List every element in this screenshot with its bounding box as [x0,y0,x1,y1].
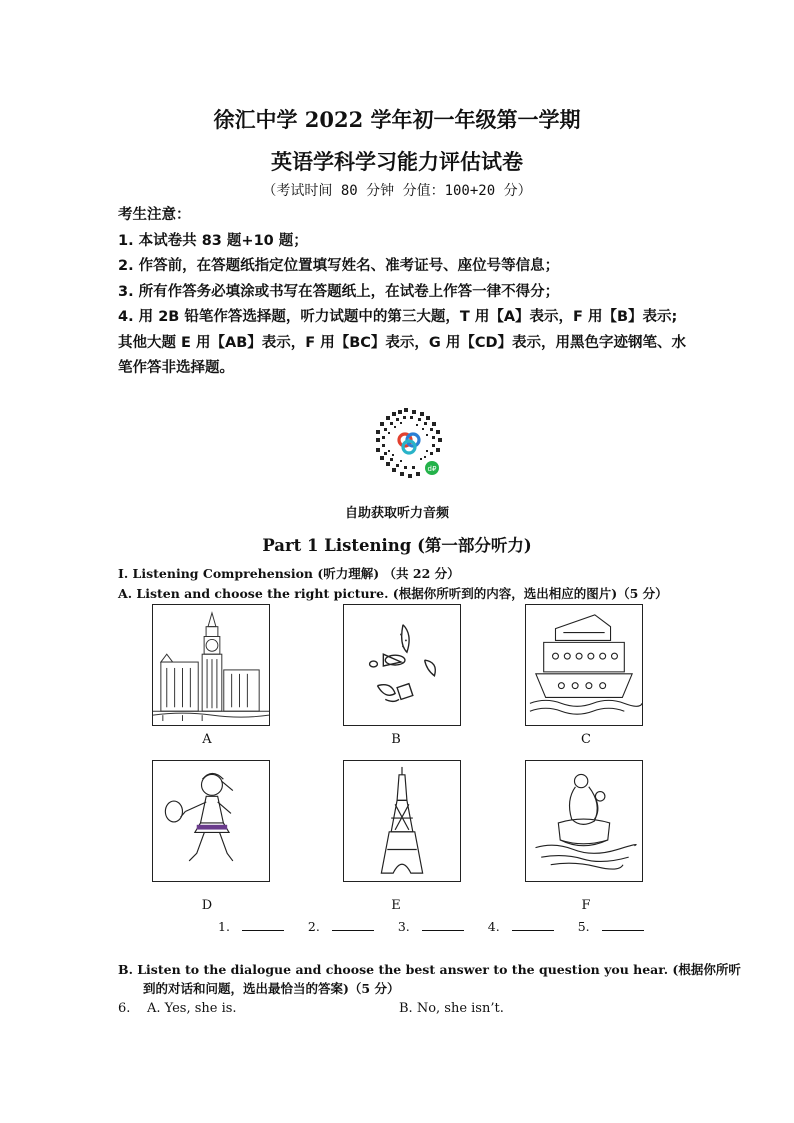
picture-label: E [391,898,401,913]
part-title: Part 1 Listening (第一部分听力) [262,536,532,555]
page-title-line2: 英语学科学习能力评估试卷 [271,149,523,174]
blank-1[interactable]: 1. [218,918,284,934]
option-b[interactable]: B. No, she isn’t. [399,1001,504,1016]
svg-text:d₽: d₽ [427,465,437,473]
blank-3[interactable]: 3. [398,918,464,934]
picture-b [343,604,461,726]
question-number: 6. [118,1001,131,1016]
cruise-ship-icon [526,605,642,725]
eiffel-tower-icon [344,761,460,881]
picture-label: B [391,732,401,747]
blank-4[interactable]: 4. [488,918,554,934]
polar-bear-icon [526,761,642,881]
note-item: 1. 本试卷共 83 题+10 题； [118,232,308,249]
badminton-girl-icon [153,761,269,881]
picture-c [525,604,643,726]
picture-d [152,760,270,882]
section-title: I. Listening Comprehension (听力理解) （共 22 分） [118,566,460,581]
section-a-title: A. Listen and choose the right picture. (根据你所听到的内容，选出相应的图片)（5 分） [118,586,668,601]
note-item: 3. 所有作答务必填涂或书写在答题纸上，在试卷上作答一律不得分； [118,283,560,300]
option-a[interactable]: A. Yes, she is. [147,1001,237,1016]
big-ben-icon [153,605,269,725]
answer-blanks [218,918,664,934]
picture-label: C [581,732,591,747]
notes-heading: 考生注意： [118,207,191,223]
picture-label: A [202,732,212,747]
picture-label: D [201,898,213,913]
qr-code[interactable] [370,404,448,482]
food-icon [344,605,460,725]
page-title: 徐汇中学 2022 学年初一年级第一学期 [213,107,581,132]
picture-label: F [581,898,591,913]
section-b-title: B. Listen to the dialogue and choose the best answer to the question you hear. (根据你所听 [118,962,741,977]
qr-caption: 自助获取听力音频 [344,506,449,521]
picture-f [525,760,643,882]
note-item: 4. 用 2B 铅笔作答选择题，听力试题中的第三大题，T 用【A】表示，F 用【B】表示; 其他大题 E 用【AB】表示，F 用【BC】表示，G 用【CD】表示，用黑色字迹钢笔、水笔作答非选择题。 [118,309,687,376]
picture-a [152,604,270,726]
blank-2[interactable]: 2. [308,918,374,934]
blank-5[interactable]: 5. [578,918,644,934]
note-item: 2. 作答前，在答题纸指定位置填写姓名、准考证号、座位号等信息； [118,258,560,274]
picture-e [343,760,461,882]
notes-block [118,203,690,382]
section-b-title-cont: 到的对话和问题，选出最恰当的答案)（5 分） [143,981,400,996]
exam-info: （考试时间 80 分钟 分值：100+20 分） [262,183,532,199]
